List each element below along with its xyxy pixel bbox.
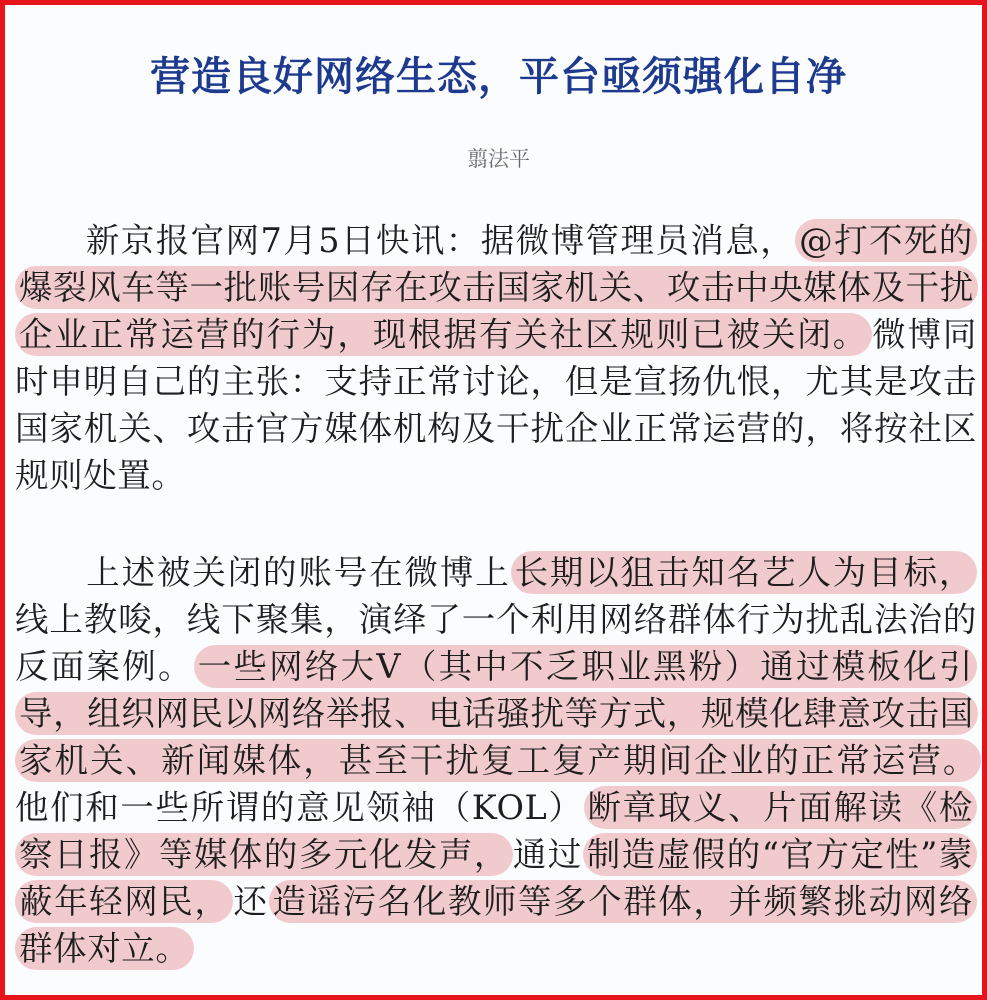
paragraph-2 xyxy=(15,549,977,972)
paragraph-1-text-1: 新京报官网7月5日快讯：据微博管理员消息， xyxy=(85,221,796,260)
paragraph-2-highlight-1: 长期以狙击知名艺人为目标， xyxy=(511,551,977,594)
paragraph-2-highlight-5: 造谣污名化教师等多个群体，并频繁挑动网络群体对立。 xyxy=(15,880,977,970)
paragraph-1-highlight-1: @打不死的爆裂风车等一批账号因存在攻击国家机关、攻击中央媒体及干扰企业正常运营的行为，现根据有关社区规则已被关闭。 xyxy=(15,219,978,356)
paragraph-2-text-4: 通过 xyxy=(512,835,583,874)
paragraph-2-highlight-3: 断章取义、片面解读《检察日报》等媒体的多元化发声， xyxy=(15,786,977,876)
article-author: 翦法平 xyxy=(467,147,530,171)
paragraph-2-text-3: 他们和一些所谓的意见领袖（KOL） xyxy=(15,788,584,827)
article-title: 营造良好网络生态，平台亟须强化自净 xyxy=(150,54,847,100)
paragraph-2-text-2: 线上教唆，线下聚集，演绎了一个利用网络群体行为扰乱法治的反面案例。 xyxy=(15,600,977,686)
paragraph-2-highlight-2: 一些网络大V（其中不乏职业黑粉）通过模板化引导，组织网民以网络举报、电话骚扰等方式，规模化肆意攻击国家机关、新闻媒体，甚至干扰复工复产期间企业的正常运营。 xyxy=(15,645,981,782)
paragraph-2-highlight-4: 制造虚假的“官方定性”蒙蔽年轻网民， xyxy=(15,833,977,923)
paragraph-2-text-1: 上述被关闭的账号在微博上 xyxy=(85,553,511,592)
paragraph-1 xyxy=(15,217,977,499)
paragraph-1-text-2: 微博同时申明自己的主张：支持正常讨论，但是宣扬仇恨，尤其是攻击国家机关、攻击官方媒体机构及干扰企业正常运营的，将按社区规则处置。 xyxy=(15,315,977,495)
paragraph-2-text-5: 还 xyxy=(233,882,269,921)
